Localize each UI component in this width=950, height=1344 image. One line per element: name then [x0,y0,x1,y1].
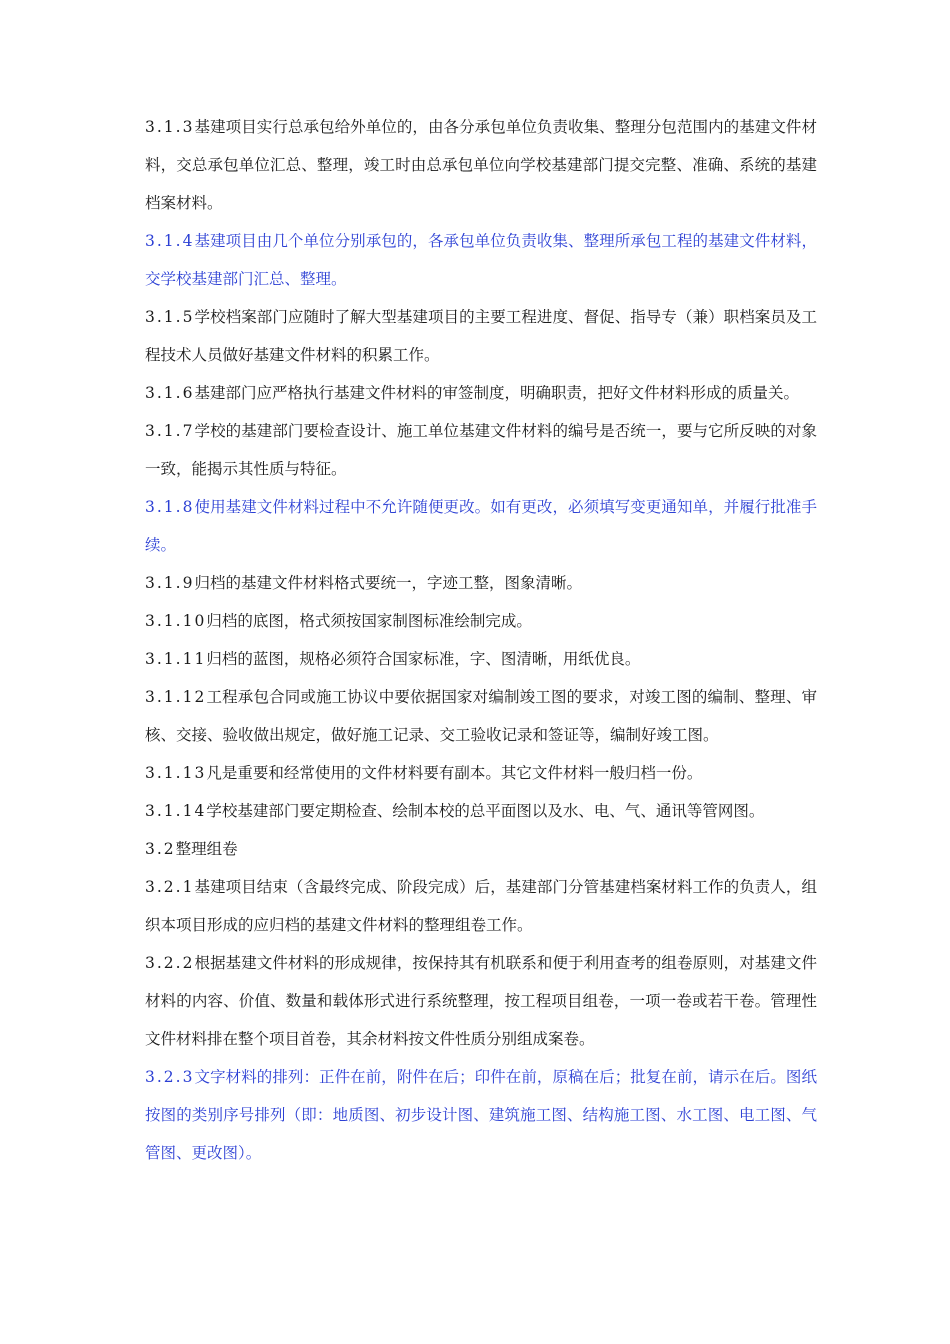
paragraph-3-1-10 [145,602,817,640]
paragraph-3-2-3 [145,1058,817,1172]
clause-number: 3.2.1 [145,878,195,896]
clause-text: 归档的基建文件材料格式要统一，字迹工整，图象清晰。 [194,574,582,592]
clause-number: 3.1.10 [145,612,207,630]
clause-number: 3.2.2 [145,954,195,972]
paragraph-3-2-2 [145,944,817,1058]
clause-text: 基建项目实行总承包给外单位的，由各分承包单位负责收集、整理分包范围内的基建文件材料，交总承包单位汇总、整理，竣工时由总承包单位向学校基建部门提交完整、准确、系统的基建档案材料。 [145,118,817,212]
paragraph-3-1-13 [145,754,817,792]
paragraph-3-1-5 [145,298,817,374]
clause-number: 3.1.9 [145,574,195,592]
clause-text: 基建项目由几个单位分别承包的，各承包单位负责收集、整理所承包工程的基建文件材料，交学校基建部门汇总、整理。 [145,232,817,288]
clause-number: 3.1.11 [145,650,207,668]
paragraph-3-1-14 [145,792,817,830]
paragraph-3-1-9 [145,564,817,602]
clause-number: 3.2.3 [145,1068,195,1086]
paragraph-3-1-3 [145,108,817,222]
section-title: 整理组卷 [175,840,238,858]
paragraph-3-1-6 [145,374,817,412]
paragraph-3-1-8 [145,488,817,564]
clause-text: 根据基建文件材料的形成规律，按保持其有机联系和便于利用查考的组卷原则，对基建文件材料的内容、价值、数量和载体形式进行系统整理，按工程项目组卷，一项一卷或若干卷。管理性文件材料排在整个项目首卷，其余材料按文件性质分别组成案卷。 [145,954,817,1048]
clause-text: 凡是重要和经常使用的文件材料要有副本。其它文件材料一般归档一份。 [206,764,703,782]
clause-number: 3.1.4 [145,232,195,250]
clause-text: 学校档案部门应随时了解大型基建项目的主要工程进度、督促、指导专（兼）职档案员及工程技术人员做好基建文件材料的积累工作。 [145,308,817,364]
section-heading-3-2 [145,830,817,868]
clause-text: 基建部门应严格执行基建文件材料的审签制度，明确职责，把好文件材料形成的质量关。 [194,384,799,402]
clause-number: 3.1.8 [145,498,195,516]
clause-number: 3.1.6 [145,384,195,402]
paragraph-3-1-7 [145,412,817,488]
clause-text: 学校的基建部门要检查设计、施工单位基建文件材料的编号是否统一，要与它所反映的对象一致，能揭示其性质与特征。 [145,422,817,478]
document-body [145,108,817,1172]
paragraph-3-1-4 [145,222,817,298]
clause-number: 3.1.12 [145,688,207,706]
clause-number: 3.1.7 [145,422,195,440]
clause-text: 归档的蓝图，规格必须符合国家标准，字、图清晰，用纸优良。 [206,650,641,668]
clause-text: 归档的底图，格式须按国家制图标准绘制完成。 [206,612,532,630]
paragraph-3-1-11 [145,640,817,678]
paragraph-3-1-12 [145,678,817,754]
clause-number: 3.1.5 [145,308,195,326]
clause-text: 基建项目结束（含最终完成、阶段完成）后，基建部门分管基建档案材料工作的负责人，组织本项目形成的应归档的基建文件材料的整理组卷工作。 [145,878,817,934]
clause-number: 3.1.13 [145,764,207,782]
clause-text: 使用基建文件材料过程中不允许随便更改。如有更改，必须填写变更通知单，并履行批准手续。 [145,498,817,554]
clause-number: 3.1.14 [145,802,207,820]
clause-number: 3.1.3 [145,118,195,136]
paragraph-3-2-1 [145,868,817,944]
clause-text: 文字材料的排列：正件在前，附件在后；印件在前，原稿在后；批复在前，请示在后。图纸按图的类别序号排列（即：地质图、初步设计图、建筑施工图、结构施工图、水工图、电工图、气管图、更改图）。 [145,1068,817,1162]
clause-text: 学校基建部门要定期检查、绘制本校的总平面图以及水、电、气、通讯等管网图。 [206,802,765,820]
section-number: 3.2 [145,840,176,858]
clause-text: 工程承包合同或施工协议中要依据国家对编制竣工图的要求，对竣工图的编制、整理、审核、交接、验收做出规定，做好施工记录、交工验收记录和签证等，编制好竣工图。 [145,688,817,744]
